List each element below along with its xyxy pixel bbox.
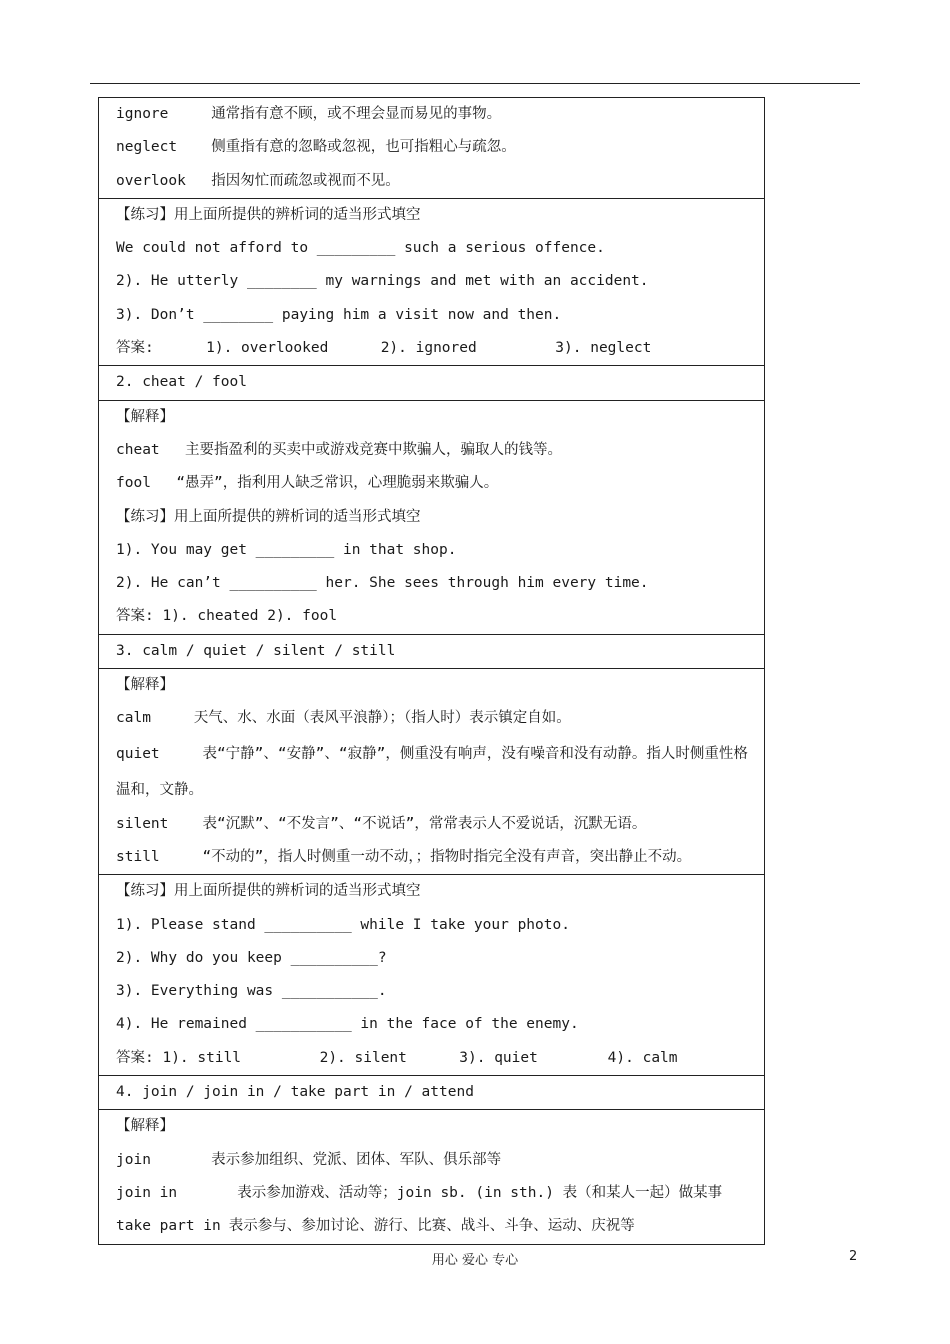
text-line — [116, 534, 756, 567]
content-table — [98, 97, 765, 1245]
line-text: We could not afford to _________ such a serious offence. — [116, 240, 605, 257]
table-section — [99, 1076, 764, 1110]
line-text: 4. join / join in / take part in / attend — [116, 1084, 474, 1101]
table-section — [99, 1110, 764, 1244]
term-definition: “不动的”，指人时侧重一动不动，；指物时指完全没有声音，突出静止不动。 — [202, 848, 692, 865]
table-section — [99, 635, 764, 669]
text-line — [116, 1110, 756, 1143]
table-section — [99, 98, 764, 199]
term-definition: 表“沉默”、“不发言”、“不说话”，常常表示人不爱说话，沉默无语。 — [202, 815, 647, 832]
definition-line — [116, 165, 756, 198]
term-word: cheat — [116, 441, 160, 458]
line-text: 【练习】用上面所提供的辨析词的适当形式填空 — [116, 206, 421, 223]
text-line — [116, 332, 756, 365]
line-text: 3. calm / quiet / silent / still — [116, 642, 396, 659]
text-line — [116, 875, 756, 908]
text-line — [116, 366, 756, 399]
footer-motto: 用心 爱心 专心 — [431, 1253, 519, 1268]
term-word: silent — [116, 815, 169, 832]
definition-line — [116, 467, 756, 500]
text-line — [116, 669, 756, 702]
header-rule — [90, 83, 860, 84]
text-line — [116, 232, 756, 265]
line-text: 【练习】用上面所提供的辨析词的适当形式填空 — [116, 508, 421, 525]
term-definition: 侧重指有意的忽略或忽视，也可指粗心与疏忽。 — [211, 139, 516, 156]
term-word: join — [116, 1151, 151, 1168]
term-definition: 表示参与、参加讨论、游行、比赛、战斗、斗争、运动、庆祝等 — [228, 1218, 635, 1235]
definition-line — [116, 1210, 756, 1243]
line-text: 3). Don’t ________ paying him a visit now and then. — [116, 306, 562, 323]
term-word: ignore — [116, 106, 169, 122]
definition-line — [116, 1144, 756, 1177]
line-text: 答案: 1). overlooked 2). ignored 3). neglect — [116, 340, 652, 357]
text-line — [116, 401, 756, 434]
line-text: 2). He can’t __________ her. She sees through him every time. — [116, 575, 649, 592]
term-word: fool — [116, 475, 151, 492]
line-text: 1). You may get _________ in that shop. — [116, 541, 457, 558]
term-definition: 天气、水、水面（表风平浪静）；（指人时）表示镇定自如。 — [193, 710, 571, 727]
line-text: 答案: 1). still 2). silent 3). quiet 4). calm — [116, 1049, 678, 1066]
table-section — [99, 401, 764, 635]
table-section — [99, 366, 764, 400]
line-text: 【解释】 — [116, 677, 174, 694]
line-text: 1). Please stand __________ while I take your photo. — [116, 916, 570, 933]
line-text: 2). He utterly ________ my warnings and met with an accident. — [116, 273, 649, 290]
line-text: 3). Everything was ___________. — [116, 983, 387, 1000]
line-text: 2). Why do you keep __________? — [116, 949, 387, 966]
text-line — [116, 299, 756, 332]
term-word: quiet — [116, 745, 160, 762]
term-definition: 表“宁静”、“安静”、“寂静”，侧重没有响声，没有噪音和没有动静。指人时侧重性格温和，文静。 — [116, 745, 748, 798]
text-line — [116, 501, 756, 534]
text-line — [116, 635, 756, 668]
line-text: 答案: 1). cheated 2). fool — [116, 608, 338, 625]
text-line — [116, 1076, 756, 1109]
line-text: 【解释】 — [116, 1118, 174, 1135]
term-definition: 通常指有意不顾，或不理会显而易见的事物。 — [211, 106, 502, 122]
table-section — [99, 875, 764, 1076]
definition-line — [116, 841, 756, 874]
text-line — [116, 942, 756, 975]
text-line — [116, 265, 756, 298]
line-text: 4). He remained ___________ in the face of the enemy. — [116, 1016, 579, 1033]
term-word: overlook — [116, 172, 186, 189]
table-section — [99, 669, 764, 875]
term-definition: 表示参加游戏、活动等；join sb. (in sth.) 表（和某人一起）做某事 — [237, 1184, 723, 1201]
line-text: 【练习】用上面所提供的辨析词的适当形式填空 — [116, 883, 421, 900]
page-footer — [0, 1249, 950, 1269]
definition-line — [116, 434, 756, 467]
definition-line — [116, 702, 756, 735]
text-line — [116, 1042, 756, 1075]
definition-line — [116, 131, 756, 164]
term-word: calm — [116, 710, 151, 727]
term-word: join in — [116, 1184, 178, 1201]
term-definition: 主要指盈利的买卖中或游戏竞赛中欺骗人，骗取人的钱等。 — [185, 441, 563, 458]
term-definition: 表示参加组织、党派、团体、军队、俱乐部等 — [211, 1151, 502, 1168]
definition-line — [116, 98, 756, 131]
definition-line — [116, 808, 756, 841]
definition-line — [116, 1177, 756, 1210]
term-definition: 指因匆忙而疏忽或视而不见。 — [211, 172, 400, 189]
term-definition: “愚弄”，指利用人缺乏常识，心理脆弱来欺骗人。 — [176, 475, 499, 492]
line-text: 【解释】 — [116, 408, 174, 425]
page-number: 2 — [849, 1249, 858, 1264]
text-line — [116, 567, 756, 600]
text-line — [116, 600, 756, 633]
text-line — [116, 909, 756, 942]
text-line — [116, 1008, 756, 1041]
term-word: still — [116, 848, 160, 865]
line-text: 2. cheat / fool — [116, 374, 247, 391]
text-line — [116, 975, 756, 1008]
table-section — [99, 199, 764, 366]
term-word: neglect — [116, 139, 178, 156]
term-word: take part in — [116, 1218, 221, 1235]
text-line — [116, 199, 756, 232]
definition-line — [116, 736, 756, 808]
